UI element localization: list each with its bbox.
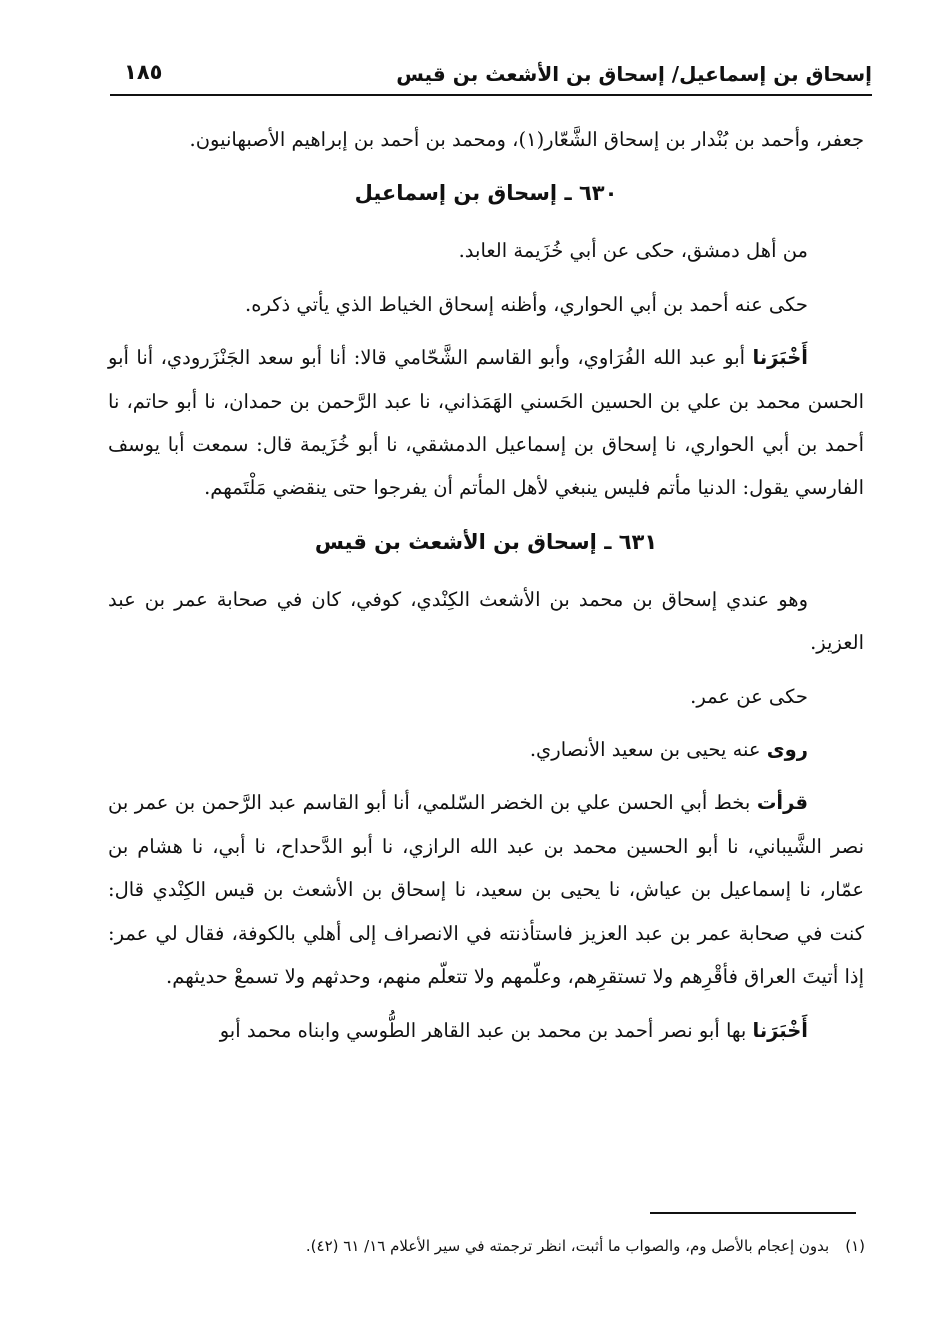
paragraph-hakaa: حكى عن عمر.	[690, 684, 808, 708]
footnote-text: بدون إعجام بالأصل وم، والصواب ما أثبت، انظر ترجمته في سير الأعلام ١٦/ ٦١ (٤٢).	[305, 1237, 830, 1255]
paragraph-identity: وهو عندي إسحاق بن محمد بن الأشعث الكِنْدي، كوفي، كان في صحابة عمر بن عبد العزيز.	[108, 587, 864, 655]
main-text	[108, 118, 864, 1052]
paragraph-body: أبو عبد الله الفُرَاوي، وأبو القاسم الشَّحّامي قالا: أنا أبو سعد الجَنْزَرودي، أنا أبو الحسن محمد بن علي بن الحسين الحَسني الهَمَذاني، نا عبد الرَّحمن بن حمدان، نا أبو حاتم، نا أحمد بن أبي الحواري، نا إسحاق بن إسماعيل الدمشقي، نا أبو خُزَيمة قال: سمعت أبا يوسف الفارسي يقول: الدنيا مأتم فليس ينبغي لأهل المأتم أن يفرجوا حتى ينقضي مَلْتَمهم.	[108, 346, 864, 500]
lead-word: روى	[766, 738, 808, 762]
footnote-divider	[650, 1212, 856, 1214]
footnote-number: (١)	[845, 1237, 865, 1255]
entry-heading-630: ٦٣٠ ـ إسحاق بن إسماعيل	[354, 181, 618, 206]
paragraph-isnad-630	[108, 336, 864, 510]
paragraph-qaraat	[108, 781, 864, 998]
paragraph-isnad-631	[108, 1009, 864, 1052]
lead-word: أَخْبَرَنا	[752, 346, 808, 370]
footnote	[110, 1237, 865, 1255]
entry-heading-631: ٦٣١ ـ إسحاق بن الأشعث بن قيس	[314, 529, 658, 554]
paragraph-body: عنه يحيى بن سعيد الأنصاري.	[529, 738, 761, 762]
paragraph-rawaa	[108, 728, 864, 771]
paragraph-origin: من أهل دمشق، حكى عن أبي خُزَيمة العابد.	[458, 239, 808, 263]
paragraph-continuation: جعفر، وأحمد بن بُنْدار بن إسحاق الشَّعّار(١)، ومحمد بن أحمد بن إبراهيم الأصبهانيون.	[189, 128, 864, 151]
page-header	[110, 52, 872, 96]
lead-word: أَخْبَرَنا	[752, 1018, 808, 1042]
page-number: ١٨٥	[124, 60, 163, 84]
running-title: إسحاق بن إسماعيل/ إسحاق بن الأشعث بن قيس	[396, 62, 872, 86]
paragraph-body: بها أبو نصر أحمد بن محمد بن عبد القاهر الطُّوسي وابناه محمد أبو	[219, 1018, 747, 1042]
lead-word: قرأت	[756, 791, 809, 815]
paragraph-narrators: حكى عنه أحمد بن أبي الحواري، وأظنه إسحاق الخياط الذي يأتي ذكره.	[245, 292, 808, 316]
paragraph-body: بخط أبي الحسن علي بن الخضر السّلمي، أنا أبو القاسم عبد الرَّحمن بن عمر بن نصر الشَّيباني، نا أبو الحسين محمد بن عبد الله الرازي، نا أبو الدَّحداح، نا أبي، نا هشام بن عمّار، نا إسماعيل بن عياش، نا يحيى بن سعيد، نا إسحاق بن الأشعث بن قيس الكِنْدي قال: كنت في صحابة عمر بن عبد العزيز فاستأذنته في الانصراف إلى أهلي بالكوفة، فقال لي عمر: إذا أتيتَ العراق فأقْرِهم ولا تستقرِهم، وعلّمهم ولا تتعلّم منهم، وحدثهم ولا تسمعْ حديثهم.	[108, 791, 864, 989]
